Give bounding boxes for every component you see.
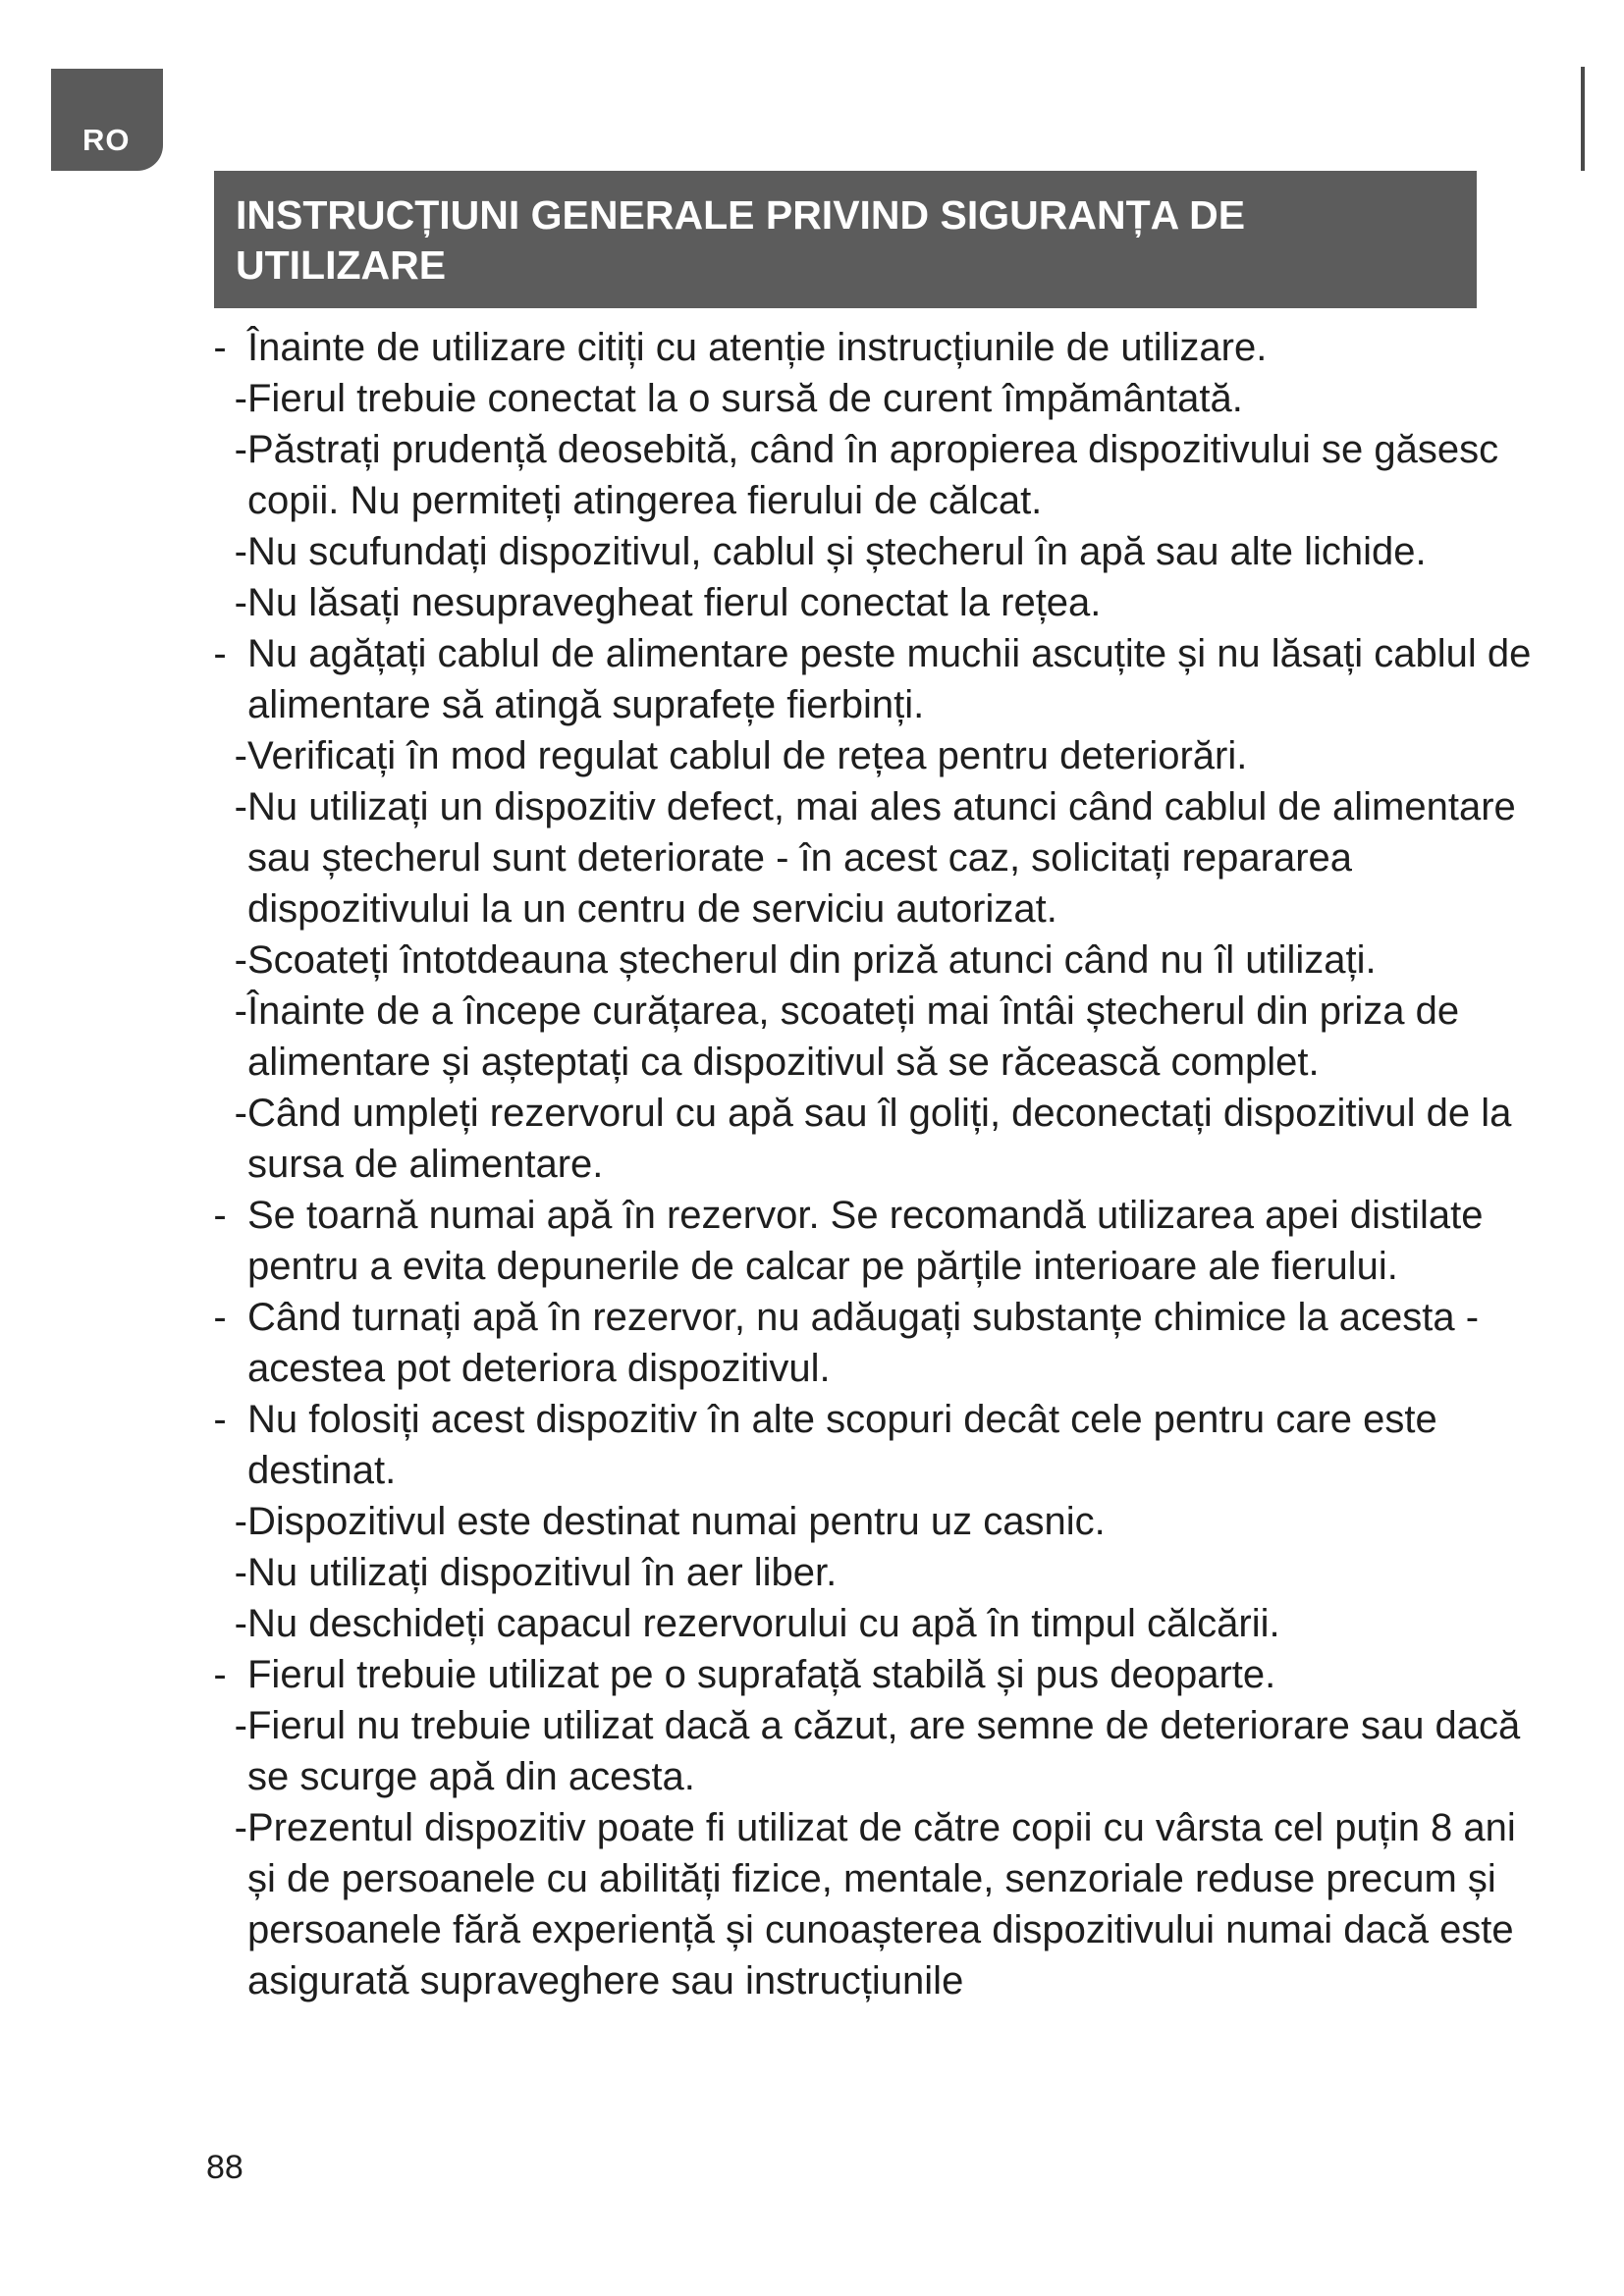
item-text: Nu deschideți capacul rezervorului cu apă în timpul călcării. [247, 1602, 1280, 1645]
list-item [196, 1547, 1532, 1598]
item-text: Înainte de utilizare citiți cu atenție instrucțiunile de utilizare. [247, 326, 1268, 369]
dash-marker: - [234, 1551, 247, 1594]
item-text: Scoateți întotdeauna ștecherul din priză atunci când nu îl utilizați. [247, 938, 1377, 982]
dash-marker: - [234, 1092, 247, 1135]
item-text: Nu utilizați un dispozitiv defect, mai ales atunci când cablul de alimentare sau ștecherul sunt deteriorate - în acest caz, solicitați repararea dispozitivului la un centru de serviciu autorizat. [247, 785, 1516, 931]
item-text: Nu folosiți acest dispozitiv în alte scopuri decât cele pentru care este destinat. [247, 1398, 1437, 1492]
item-text: Păstrați prudență deosebită, când în apropierea dispozitivului se găsesc copii. Nu permiteți atingerea fierului de călcat. [247, 428, 1499, 522]
list-item [196, 1292, 1532, 1394]
safety-instructions-list [196, 322, 1532, 2006]
dash-marker: - [234, 734, 247, 777]
item-text: Se toarnă numai apă în rezervor. Se recomandă utilizarea apei distilate pentru a evita depunerile de calcar pe părțile interioare ale fierului. [247, 1194, 1484, 1288]
dash-marker: - [213, 1398, 227, 1441]
dash-marker: - [234, 428, 247, 471]
list-item [196, 781, 1532, 934]
dash-marker: - [234, 1704, 247, 1747]
dash-marker: - [213, 1194, 227, 1237]
list-item [196, 1649, 1532, 1700]
dash-marker: - [213, 326, 227, 369]
dash-marker: - [234, 377, 247, 420]
dash-marker: - [234, 1602, 247, 1645]
item-text: Prezentul dispozitiv poate fi utilizat de către copii cu vârsta cel puțin 8 ani și de persoanele cu abilități fizice, mentale, senzoriale reduse precum și persoanele fără experiență și cunoașterea dispozitivului numai dacă este asigurată supraveghere sau instrucțiunile [247, 1806, 1516, 2002]
list-item [196, 986, 1532, 1088]
list-item [196, 1496, 1532, 1547]
list-item [196, 322, 1532, 373]
dash-marker: - [234, 581, 247, 624]
dash-marker: - [234, 1500, 247, 1543]
list-item [196, 1700, 1532, 1802]
item-text: Nu lăsați nesupravegheat fierul conectat la rețea. [247, 581, 1102, 624]
list-item [196, 1598, 1532, 1649]
section-title: INSTRUCȚIUNI GENERALE PRIVIND SIGURANȚA DE UTILIZARE [236, 192, 1246, 288]
item-text: Verificați în mod regulat cablul de rețea pentru deteriorări. [247, 734, 1248, 777]
page-edge-marker [1581, 67, 1585, 171]
dash-marker: - [234, 530, 247, 573]
list-item [196, 1802, 1532, 2006]
item-text: Dispozitivul este destinat numai pentru uz casnic. [247, 1500, 1106, 1543]
dash-marker: - [234, 989, 247, 1033]
dash-marker: - [234, 938, 247, 982]
item-text: Fierul trebuie conectat la o sursă de curent împământată. [247, 377, 1243, 420]
item-text: Nu scufundați dispozitivul, cablul și ștecherul în apă sau alte lichide. [247, 530, 1427, 573]
list-item [196, 526, 1532, 577]
language-tab [51, 69, 163, 171]
item-text: Când turnați apă în rezervor, nu adăugați substanțe chimice la acesta - acestea pot deteriora dispozitivul. [247, 1296, 1480, 1390]
item-text: Nu agățați cablul de alimentare peste muchii ascuțite și nu lăsați cablul de alimentare să atingă suprafețe fierbinți. [247, 632, 1532, 726]
item-text: Înainte de a începe curățarea, scoateți mai întâi ștecherul din priza de alimentare și așteptați ca dispozitivul să se răcească complet. [247, 989, 1460, 1084]
item-text: Fierul trebuie utilizat pe o suprafață stabilă și pus deoparte. [247, 1653, 1276, 1696]
dash-marker: - [213, 1296, 227, 1339]
language-code: RO [82, 123, 131, 157]
dash-marker: - [213, 1653, 227, 1696]
list-item [196, 1190, 1532, 1292]
dash-marker: - [213, 632, 227, 675]
list-item [196, 628, 1532, 730]
list-item [196, 730, 1532, 781]
item-text: Fierul nu trebuie utilizat dacă a căzut, are semne de deteriorare sau dacă se scurge apă din acesta. [247, 1704, 1521, 1798]
list-item [196, 577, 1532, 628]
list-item [196, 1394, 1532, 1496]
dash-marker: - [234, 1806, 247, 1849]
item-text: Nu utilizați dispozitivul în aer liber. [247, 1551, 838, 1594]
list-item [196, 934, 1532, 986]
page-number: 88 [206, 2149, 244, 2186]
list-item [196, 373, 1532, 424]
item-text: Când umpleți rezervorul cu apă sau îl goliți, deconectați dispozitivul de la sursa de alimentare. [247, 1092, 1512, 1186]
section-title-box [214, 171, 1477, 308]
dash-marker: - [234, 785, 247, 828]
list-item [196, 424, 1532, 526]
list-item [196, 1088, 1532, 1190]
